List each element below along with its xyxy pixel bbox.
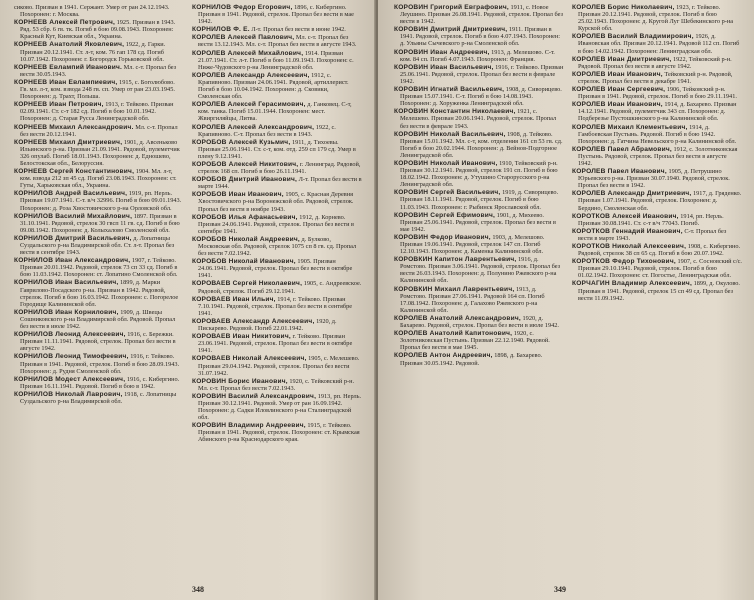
entry-name: КОРОЛЕВ Павел Иванович,	[572, 168, 667, 176]
entry-name: КОРОЛЕВ Александр Алексеевич,	[192, 71, 310, 79]
entry-text: 1913, д. Мелешово. С-т. ком. 84 сп. Погиб 4.07.1943. Похоронен: Франция.	[400, 48, 555, 63]
entry-name: КОРОВАЕВ Иван Ильич,	[192, 295, 276, 303]
entry-text: 1914, д. Гамбоевская Пустынь. Рядовой. Погиб в бою 1942. Похоронен: д. Гатчина Невельского р-на Калининской обл.	[578, 123, 737, 145]
entry	[192, 191, 362, 212]
entry-text: 1908, д. Сиворицево. Призван 15.07.1941. С-т. Погиб в бою 14.08.1943. Похоронен: д. Хоруженка Ленинградской обл.	[400, 86, 562, 108]
entry-name: КОРОВИН Иван Андреевич,	[394, 48, 490, 56]
entry-name: КОРНЕЕВ Сергей Константинович,	[14, 168, 135, 176]
entry	[192, 318, 362, 332]
entry-name: КОРОЛЕВ Антон Андреевич,	[394, 352, 493, 360]
entry	[572, 146, 742, 167]
entry	[192, 422, 362, 443]
entry-text: 1917, д. Гряденко. Призван 1.07.1941. Рядовой, стрелок. Похоронен: д. Бердино, Смоленская обл.	[578, 190, 742, 212]
entry	[192, 101, 362, 122]
entry-text: 1909, д. Швецы Сошниковского р-на Владимирской обл. Рядовой. Пропал без вести в июле 1942.	[20, 308, 176, 331]
entry-text: 1904. Мл. л-т, ком. взвода 212 зп 45 сд. Погиб 23.08.1943. Похоронен: ст. Гуты, Харьковская обл., Украина.	[20, 168, 177, 190]
entry-text: 1922, Тейковский р-н. Рядовой. Пропал без вести в августе 1942.	[578, 55, 732, 70]
entry-text: 1896, с. Кибергино. Призван в 1941. Рядовой, стрелок. Пропал без вести в мае 1942.	[198, 4, 354, 26]
entry	[192, 176, 362, 190]
entry	[192, 4, 362, 25]
entry	[394, 189, 564, 210]
entry-text: 1908, с. Кибергино. Рядовой, стрелок 38 сп 65 сд. Погиб в бою 20.07.1942.	[578, 243, 741, 258]
entry-name: КОРНИЛОВ Иван Васильевич,	[14, 279, 119, 287]
entry-text: 1899, д. Окулово. Призван в 1941. Рядовой, стрелок 15 сп 49 сд. Пропал без вести 11.09.1942.	[578, 280, 740, 302]
entry	[572, 280, 742, 301]
right-page-column-1	[394, 4, 564, 368]
entry	[394, 26, 564, 47]
entry-text: 1922, с. Крапивново. С-т. Пропал без вести в 1943.	[198, 123, 336, 138]
entry-name: КОРОЛЕВ Иван Сергеевич,	[572, 86, 666, 94]
entry-name: КОРНИЛОВ Леонид Тимофеевич,	[14, 353, 129, 361]
entry-name: КОРОВИН Григорий Евграфович,	[394, 4, 509, 11]
entry	[14, 101, 184, 122]
entry-text: 1916, д. Ромстово. Призван 3.06.1941. Рядовой, стрелок. Пропал без вести 26.03.1943. Похоронен: д. Полунино Ржевского р-на Калининской обл.	[400, 256, 561, 285]
entry-name: КОРОБОВ Илья Афанасьевич,	[192, 213, 298, 221]
entry-name: КОРОВИН Владимир Андреевич,	[192, 422, 306, 430]
page-number-left: 348	[192, 585, 204, 594]
entry	[192, 280, 362, 294]
entry-text: С-т. Пропал без вести в марте 1943.	[578, 227, 727, 242]
entry-name: КОРОВИН Игнатий Васильевич,	[394, 86, 505, 94]
entry-text: г. Ленинград. Рядовой, стрелок 168 сп. Погиб в бою 26.11.1941.	[198, 160, 361, 176]
left-page	[0, 0, 376, 600]
entry	[394, 315, 564, 329]
entry	[192, 124, 362, 138]
entry-name: КОРОЛЕВ Василий Владимирович,	[572, 33, 694, 41]
entry-name: КОРОЛЕВ Анатолий Александрович,	[394, 314, 521, 322]
entry-text: 1922, д. Гарки. Призван 20.12.1941. Ст. л-т, ком. 76 гап 178 сд. Погиб 10.07.1942. Похоронен: г. Богородск Горьковской обл.	[20, 41, 166, 63]
entry-text: 1925. Призван в 1943. Ряд. 53 сбр. 6 гв. тк. Погиб в бою 09.08.1943. Похоронен: Красный Кут, Киевская обл., Украина.	[20, 19, 176, 41]
entry	[192, 139, 362, 160]
entry-text: 1898, д. Бахарево. Призван 30.05.1942. Рядовой.	[400, 352, 543, 367]
entry-name: КОРНЕЕВ Иван Петрович,	[14, 101, 104, 109]
entry-name: КОРОВИН Василий Александрович,	[192, 392, 317, 400]
entry	[192, 378, 362, 392]
entry	[14, 353, 184, 374]
entry	[14, 391, 184, 405]
entry	[572, 190, 742, 211]
entry-text: Л-т. Пропал без вести в марте 1944.	[198, 176, 362, 191]
entry-text: 1905, с. Андреевское. Рядовой, стрелок. Погиб 29.12.1941.	[198, 280, 362, 295]
entry-name: КОРНЕЕВ Иван Евлампиевич,	[14, 78, 118, 86]
entry-name: КОРОЛЕВ Алексей Герасимович,	[192, 101, 306, 109]
entry	[572, 258, 742, 279]
entry-text: 1914, г. Тейково. Призван 7.10.1941. Рядовой, стрелок. Пропал без вести в сентябре 1941.	[198, 295, 353, 317]
entry-name: КОРНИЛОВ Иван Александрович,	[14, 257, 131, 265]
entry	[192, 236, 362, 257]
entry-name: КОРОЛЕВ Александр Дмитриевич,	[572, 190, 692, 198]
entry	[192, 258, 362, 279]
entry	[14, 19, 184, 40]
entry	[192, 393, 362, 421]
entry-name: КОРОЛЕВ Иван Дмитриевич,	[572, 55, 672, 63]
entry-name: КОРНИЛОВ Модест Алексеевич,	[14, 375, 126, 383]
entry-name: КОРНИЛОВ Ф. Е.	[192, 26, 250, 34]
entry-name: КОРОТКОВ Николай Алексеевич,	[572, 243, 687, 250]
entry	[14, 279, 184, 307]
entry-name: КОРНИЛОВ Василий Михайлович,	[14, 212, 133, 220]
entry-name: КОРНЕЕВ Михаил Дмитриевич,	[14, 138, 123, 146]
entry	[192, 50, 362, 71]
entry-name: КОРНЕЕВ Евлампий Иванович.	[14, 63, 123, 71]
entry-text: 1916, с. Кибергино. Призван 16.11.1941. Рядовой. Погиб в бою в 1942.	[20, 375, 180, 390]
entry-text: Тейковский р-н. Рядовой, стрелок. Пропал без вести в декабре 1941.	[578, 70, 733, 85]
entry	[394, 131, 564, 159]
entry-name: КОРНИЛОВ Иван Корнилович,	[14, 308, 119, 316]
entry-text: 1912, с. Золотниковская Пустынь. Рядовой, стрелок. Пропал без вести в августе 1942.	[578, 145, 738, 167]
entry-name: КОРОБОВ Алексей Никитович,	[192, 160, 299, 168]
entry	[572, 243, 742, 257]
entry-name: КОРОВИН Сергей Васильевич,	[394, 189, 501, 197]
entry	[14, 124, 184, 138]
entry-text: д. Лопатницы Суздальского р-на Владимирской обл. Ст. л-т. Пропал без вести в сентябре 1943.	[20, 234, 175, 257]
right-page	[378, 0, 754, 600]
entry-text: 1907, с. Сосновский с/с. Призван 29.10.1941. Рядовой, стрелок. Погиб в бою 01.02.1942. Похоронен: ст. Погостье, Ленинградская обл.	[578, 258, 742, 280]
entry-text: 1905, д. Петрушино Юрьевского р-на. Призван 30.07.1940. Рядовой, стрелок. Пропал без вести в 1942.	[578, 168, 730, 190]
entry-text: 1914. Призван 21.07.1941. Ст. л-т. Погиб в бою 11.09.1943. Похоронен: с. Ниже-Чудовского р-на Ленинградской обл.	[198, 49, 354, 71]
entry	[192, 34, 362, 48]
entry-name: КОРОЛЕВ Михаил Клементьевич,	[572, 123, 688, 131]
entry-text: 1913, д. Ромстово. Призван 27.06.1941. Рядовой 164 сп. Погиб 17.08.1942. Похоронен: д. Галахово Ржевского р-на Калининской обл.	[400, 285, 545, 314]
entry-name: КОРОВИН Федор Иванович,	[394, 233, 491, 241]
entry-name: КОРЧАГИН Владимир Алексеевич,	[572, 280, 692, 288]
entry	[394, 256, 564, 284]
entry	[394, 49, 564, 63]
entry	[14, 309, 184, 330]
entry-text: 1916, г. Тейково. Призван 25.06.1941. Рядовой, стрелок. Пропал без вести в феврале 1942.	[400, 63, 564, 85]
entry-text: 1920, с. Золотниковская Пустынь. Призван 22.12.1940. Рядовой. Пропал без вести в мае 1945.	[400, 330, 550, 352]
entry-name: КОРОБОВ Иван Иванович,	[192, 191, 284, 199]
entry	[14, 257, 184, 278]
left-page-column-1	[14, 4, 184, 406]
entry	[572, 71, 742, 85]
entry-name: КОРОЛЕВ Анатолий Капитонович,	[394, 330, 513, 338]
entry-text: Мл. с-т. Пропал без вести 30.05.1943.	[20, 63, 177, 78]
entry-text: 1920, д. Бахарево. Рядовой, стрелок. Пропал без вести в июле 1942.	[400, 314, 559, 330]
entry-name: КОРОЛЕВ Иван Иванович,	[572, 70, 663, 78]
entry-text: 1908, д. Тейково. Призван 15.01.1942. Мл. с-т, ком. отделения 161 сп 53 гв. сд. Погиб в бою 20.02.1944. Похоронен: д. Вейнов-Подгорное Ленинградской обл.	[400, 130, 563, 159]
entry-name: КОРОВКИН Михаил Лаврентьевич,	[394, 285, 515, 293]
entry-text: 1907, г. Тейково. Призван 20.01.1942. Рядовой, стрелок 73 сп 33 сд. Погиб в бою 11.03.1942. Похоронен: ст. Лопатино Смоленской обл.	[20, 257, 178, 279]
entry	[394, 352, 564, 366]
entry-text: 1911, с. Новое Леушино. Призван 26.08.1941. Рядовой, стрелок. Пропал без вести в 1942.	[400, 4, 563, 26]
entry-name: КОРОВАЕВ Александр Алексеевич,	[192, 317, 315, 325]
entry-name: КОРОТКОВ Геннадий Иванович,	[572, 227, 683, 235]
entry-text: 1901, д. Авсеньково Ильинского р-на. Призван 21.09.1941. Рядовой, пулеметчик 326 опулаб. Погиб 18.01.1943. Похоронен: д. Едношево, Белостокская обл., Белоруссия.	[20, 138, 180, 167]
entry-text: д. Булково, Московская обл. Рядовой, стрелок 1075 сп 8 гв. сд. Пропал без вести 7.02.1942.	[198, 235, 357, 258]
entry	[394, 330, 564, 351]
entry-name: КОРНИЛОВ Леонид Алексеевич,	[14, 331, 126, 339]
entry	[572, 4, 742, 32]
entry-text: 1916, с. Бережки. Призван 11.11.1941. Рядовой, стрелок. Пропал без вести в августе 1942.	[20, 331, 176, 353]
entry-text: 1915, с. Боголюбово. Гв. мл. л-т, ком. взвода 248 гв. сп. Умер от ран 23.03.1945. Похоронен: д. Трахт, Польша.	[20, 78, 175, 101]
entry-text: г. Тейково. Призван 23.06.1941. Рядовой, стрелок. Пропал без вести в октябре 1941.	[198, 333, 353, 355]
entry	[394, 234, 564, 255]
entry-text: 1920, с. Тейковский р-н. Мл. с-т. Пропал без вести 7.02.1943.	[198, 377, 355, 392]
entry-text: 1911, д. Тихоевы. Призван 25.06.1941. Ст. с-т, ком. отд. 259 сп 179 сд. Умер в плену 9.12.1941.	[198, 138, 356, 160]
entry	[14, 190, 184, 211]
entry-text: Л-т. Пропал без вести в июне 1942.	[251, 26, 346, 34]
entry-text: 1915, г. Тейково. Призван в 1941. Рядовой, стрелок. Похоронен: ст. Крымская Абинского р-на Краснодарского края.	[198, 422, 360, 444]
entry	[572, 101, 742, 122]
entry-text: 1920, д. Пискарево. Рядовой. Погиб 22.01.1942.	[198, 317, 337, 333]
entry	[572, 124, 742, 145]
entry-name: КОРНИЛОВ Андрей Васильевич,	[14, 190, 128, 198]
entry-name: КОРНЕЕВ Михаил Александрович.	[14, 123, 134, 131]
entry	[14, 139, 184, 167]
entry-name: КОРОВИН Константин Николаевич,	[394, 108, 516, 116]
entry-text: 1897. Призван в 31.10.1941. Рядовой, стрелок 30 гвсп 11 гв. сд. Погиб в бою 09.08.1942. Похоронен: д. Колыхалово Смоленской обл.	[20, 212, 180, 234]
entry-text: 1918, с. Лопатницы Суздальского р-на Владимирской обл.	[20, 390, 177, 405]
entry	[572, 33, 742, 54]
page-number-right: 349	[554, 585, 566, 594]
entry	[572, 56, 742, 70]
entry	[192, 296, 362, 317]
entry-text: 1905, с. Красная Деревня Хвостовичского р-на Воронежской обл. Рядовой, стрелок. Пропал без вести в ноябре 1943.	[198, 191, 354, 213]
entry-name: КОРОТКОВ Алексей Иванович,	[572, 212, 679, 220]
entry	[14, 376, 184, 390]
entry	[192, 161, 362, 175]
entry-text: сиково. Призван в 1941. Сержант. Умер от ран 24.12.1943. Похоронен: г. Москва.	[14, 4, 170, 19]
entry-name: КОРОВАЕВ Иван Никитович,	[192, 333, 291, 341]
entry-name: КОРНЕЕВ Анатолий Яковлевич,	[14, 41, 125, 49]
entry-name: КОРОБОВ Николай Андреевич,	[192, 235, 300, 243]
entry-name: КОРНИЛОВ Федор Егорович,	[192, 4, 293, 11]
entry-name: КОРОЛЕВ Алексей Павлович,	[192, 34, 295, 42]
entry-text: 1923, г. Тейково. Призван 20.12.1941. Рядовой, стрелок. Погиб в бою 25.02.1943. Похоронен: д. Кругой Луг Шебекинского р-на Курской обл.	[578, 4, 734, 33]
entry-text: 1905. Призван 24.06.1941. Рядовой, стрелок. Пропал без вести в октябре 1941.	[198, 258, 353, 280]
entry	[192, 72, 362, 100]
entry-text: 1913, г. Тейково. Призван 02.09.1941. Ст. с-т 182 сд. Погиб в бою 10.01.1942. Похоронен: д. Старая Русса Ленинградской обл.	[20, 101, 174, 123]
entry-name: КОРОВИН Дмитрий Дмитриевич,	[394, 26, 508, 34]
entry-name: КОРОВКИН Капитон Лаврентьевич,	[394, 256, 517, 264]
entry	[572, 168, 742, 189]
entry-name: КОРОВИН Николай Иванович,	[394, 159, 498, 167]
entry-name: КОРНЕЕВ Алексей Петрович,	[14, 19, 116, 27]
entry-name: КОРОЛЕВ Иван Иванович,	[572, 101, 663, 109]
entry-name: КОРОВАЕВ Николай Алексеевич,	[192, 355, 307, 363]
entry	[572, 86, 742, 100]
entry-text: 1919, рп. Нерль. Призван 19.07.1941. С-т. в/ч 32996. Погиб в бою 09.01.1943. Похоронен: д. Роза Хвостовичского р-на Орловской обл.	[20, 190, 182, 212]
entry	[394, 286, 564, 314]
entry-name: КОРОЛЕВ Алексей Александрович,	[192, 123, 315, 131]
entry-name: КОРОТКОВ Федор Тихонович,	[572, 258, 676, 266]
entry-text: Мл. с-т. Пропал без вести 13.12.1943. Мл. с-т. Пропал без вести в августе 1943.	[198, 34, 357, 49]
entry-text: 1899, д. Марки Гаврилово-Посадского р-на. Призван в 1942. Рядовой, стрелок. Погиб в бою 16.03.1942. Похоронен: с. Погорелое Городище Калининской обл.	[20, 279, 179, 308]
entry-name: КОРОВИН Иван Васильевич,	[394, 63, 494, 71]
entry	[192, 26, 362, 33]
entry	[14, 41, 184, 62]
entry-text: 1906, Тейковский р-н. Призван в 1941. Рядовой, стрелок. Погиб в бою 29.11.1941.	[578, 86, 737, 101]
entry-text: 1912, д. Корнево. Призван 24.06.1941. Рядовой, стрелок. Пропал без вести в сентябре 1941.	[198, 213, 355, 235]
entry	[14, 4, 184, 18]
entry-name: КОРОВИН Борис Иванович,	[192, 377, 288, 385]
entry-name: КОРОЛЕВ Алексей Михайлович,	[192, 49, 304, 57]
entry-text: 1916, г. Тейково. Призван в 1941. Рядовой, стрелок. Погиб в бою 28.09.1943. Похоронен: д. Рудня Смоленской обл.	[20, 353, 180, 375]
entry	[394, 86, 564, 107]
entry-text: 1914, д. Бахарево. Призван 14.12.1941. Рядовой, пулеметчик 343 сп. Похоронен: д. Подберезье Пустошкинского р-на Калининской обл.	[578, 101, 737, 123]
entry-name: КОРОВИН Сергей Ефимович,	[394, 211, 496, 219]
entry-text: 1901, д. Михеево. Призван 25.06.1941. Рядовой, стрелок. Пропал без вести в мае 1942.	[400, 211, 557, 233]
entry	[394, 108, 564, 129]
entry	[572, 228, 742, 242]
entry-name: КОРОБОВ Дмитрий Иванович,	[192, 176, 298, 184]
entry	[192, 333, 362, 354]
entry	[14, 331, 184, 352]
entry	[394, 212, 564, 233]
right-page-column-2	[572, 4, 742, 303]
entry	[14, 213, 184, 234]
entry-name: КОРОВАЕВ Сергей Николаевич,	[192, 280, 303, 288]
entry-text: 1911. Призван в 1941. Рядовой, стрелок. Погиб в бою 4.07.1943. Похоронен: д. Ульяны Сычевского р-на Смоленской обл.	[400, 26, 561, 48]
entry	[14, 168, 184, 189]
entry-name: КОРОБОВ Николай Иванович,	[192, 258, 296, 266]
entry-text: 1912, с. Крапивново. Призван 24.06.1941. Рядовой, артиллерист. Погиб в бою 10.04.1942. Похоронен: д. Сковики, Смоленская обл.	[198, 71, 349, 101]
entry	[394, 4, 564, 25]
entry-text: 1926, д. Ивановская обл. Призван 20.12.1941. Рядовой 112 сп. Погиб в бою 14.02.1942. Похоронен: Ленинградская обл.	[578, 33, 740, 55]
entry-text: 1919, д. Сиворицево. Призван 18.11.1941. Рядовой, стрелок. Погиб в бою 11.03.1943. Похоронен: г. Рыбинск Ярославской обл.	[400, 189, 559, 211]
entry	[192, 355, 362, 376]
entry-name: КОРОВИН Николай Васильевич,	[394, 130, 506, 138]
entry-name: КОРОЛЕВ Павел Абрамович,	[572, 145, 672, 153]
entry	[572, 213, 742, 227]
entry-name: КОРНИЛОВ Дмитрий Васильевич,	[14, 234, 132, 242]
entry-name: КОРОБОВ Алексей Кузьмич,	[192, 138, 291, 146]
entry-text: 1905, с. Мелешево. Призван 29.04.1942. Рядовой, стрелок. Пропал без вести 31.07.1942.	[198, 355, 360, 377]
entry-text: 1910, Тейковский р-н. Призван 30.12.1941. Рядовой, стрелок 191 сп. Погиб в бою 18.02.1942. Похоронен: д. Утушино Старорусского р-на Ленинградской обл.	[400, 159, 558, 189]
entry-text: Мл. с-т. Пропал без вести 20.12.1941.	[20, 123, 178, 138]
entry	[394, 160, 564, 188]
entry	[14, 235, 184, 256]
entry-text: 1914, рп. Нерль. Призван 30.08.1941. Ст. с-т в/ч 77043. Погиб.	[578, 212, 724, 227]
entry	[14, 79, 184, 100]
entry-text: д. Ганковец. С-т, ком. танка. Погиб 15.01.1944. Похоронен: мест. Жвиргиляйцы, Литва.	[198, 101, 352, 123]
entry-name: КОРНИЛОВ Николай Лаврович,	[14, 390, 123, 398]
entry-text: 1903, д. Мелешово. Призван 19.06.1941. Рядовой, стрелок 147 сп. Погиб 12.10.1943. Похоронен: д. Каменка Калининской обл.	[400, 233, 545, 256]
entry	[192, 214, 362, 235]
entry-text: 1921, с. Мелешево. Призван 20.06.1941. Рядовой, стрелок. Пропал без вести в феврале 1943.	[400, 108, 557, 130]
left-page-column-2	[192, 4, 362, 445]
entry	[14, 64, 184, 78]
entry	[394, 64, 564, 85]
entry-name: КОРОЛЕВ Борис Николаевич,	[572, 4, 675, 11]
entry-text: 1913, рп. Нерль. Призван 30.12.1941. Рядовой. Умер от ран 16.09.1942. Похоронен: д. Садки Иловлинского р-на Сталинградской обл.	[198, 392, 362, 422]
